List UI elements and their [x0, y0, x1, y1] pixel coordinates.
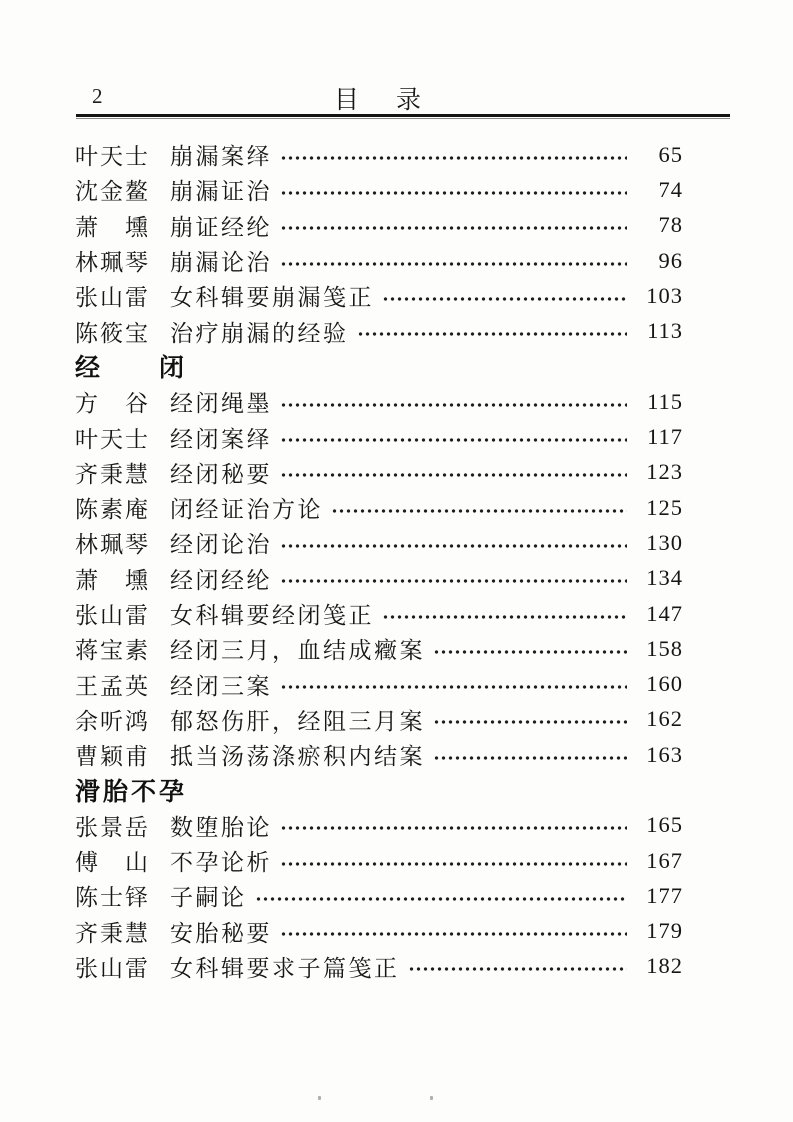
toc-entry-row: [75, 208, 683, 243]
toc-dot-leader: [357, 329, 628, 339]
toc-entry-page-number: 115: [647, 388, 683, 414]
toc-entry-author: 林珮琴: [75, 250, 150, 276]
toc-dot-leader: [382, 612, 627, 622]
toc-dot-leader: [433, 647, 627, 657]
toc-dot-leader: [433, 717, 627, 727]
toc-entry-page-number: 123: [646, 459, 683, 485]
toc-entry-page-number: 113: [647, 318, 683, 344]
toc-entry-author: 傅 山: [75, 850, 150, 876]
toc-entry-author: 张景岳: [75, 814, 150, 840]
toc-entry-page-number: 182: [646, 953, 683, 979]
toc-entry-title: 经闭论治: [170, 532, 272, 558]
toc-entry-row: [75, 949, 683, 984]
toc-entry-row: [75, 243, 683, 278]
toc-entry-title: 崩证经纶: [170, 214, 272, 240]
toc-entry-title: 崩漏案绎: [170, 144, 272, 170]
toc-entry-row: [75, 137, 683, 172]
toc-entry-title: 不孕论析: [170, 850, 272, 876]
toc-dot-leader: [280, 823, 627, 833]
toc-entry-author: 陈素庵: [75, 497, 150, 523]
toc-dot-leader: [280, 576, 627, 586]
page-number: 2: [92, 84, 103, 108]
toc-entry-author: 林珮琴: [75, 532, 150, 558]
toc-entry-title: 经闭案绎: [170, 426, 272, 452]
toc-dot-leader: [280, 929, 627, 939]
toc-entry-title: 女科辑要经闭笺正: [170, 603, 374, 628]
toc-entry-author: 方 谷: [75, 391, 150, 417]
toc-entry-title: 经闭三案: [170, 673, 272, 699]
toc-entry-page-number: 163: [646, 741, 683, 767]
toc-dot-leader: [331, 506, 627, 516]
toc-entry-title: 崩漏论治: [170, 250, 272, 276]
scan-speck: [430, 1096, 433, 1100]
toc-entry-author: 张山雷: [75, 603, 150, 628]
toc-dot-leader: [280, 259, 627, 269]
toc-entry-row: [75, 914, 683, 949]
toc-entry-row: [75, 172, 683, 207]
toc-dot-leader: [382, 294, 627, 304]
toc-entry-title: 抵当汤荡涤瘀积内结案: [170, 744, 425, 770]
toc-entry-page-number: 78: [658, 212, 683, 238]
toc-entry-page-number: 179: [646, 918, 683, 944]
toc-entry-author: 萧 壎: [75, 567, 150, 593]
toc-entry-page-number: 162: [646, 706, 683, 732]
toc-entry-row: [75, 455, 683, 490]
toc-entry-author: 余听鸿: [75, 708, 150, 734]
toc-section-heading: [75, 349, 683, 384]
toc-entry-row: [75, 596, 683, 631]
toc-entry-row: [75, 278, 683, 313]
toc-section-heading: [75, 772, 683, 807]
toc-section-heading-label: 滑胎不孕: [75, 778, 188, 806]
toc-entry-row: [75, 631, 683, 666]
toc-entry-page-number: 165: [646, 812, 683, 838]
toc-entry-row: [75, 561, 683, 596]
toc-entry-title: 崩漏证治: [170, 179, 272, 205]
toc-entry-author: 蒋宝素: [75, 638, 150, 664]
toc-entry-author: 陈筱宝: [75, 320, 150, 346]
toc-entry-title: 经闭经纶: [170, 567, 272, 593]
toc-entry-author: 张山雷: [75, 955, 150, 981]
toc-entry-title: 闭经证治方论: [170, 497, 323, 523]
header-divider-rule: [76, 114, 730, 119]
toc-entry-author: 陈士铎: [75, 885, 150, 911]
toc-entry-row: [75, 490, 683, 525]
toc-entry-row: [75, 843, 683, 878]
toc-section-heading-label: 经 闭: [75, 354, 188, 383]
toc-dot-leader: [280, 859, 627, 869]
toc-entry-author: 曹颖甫: [75, 744, 150, 770]
toc-entry-row: [75, 737, 683, 772]
toc-entry-page-number: 134: [646, 565, 683, 591]
toc-entry-title: 郁怒伤肝，经阻三月案: [170, 708, 425, 734]
toc-entry-author: 张山雷: [75, 285, 150, 311]
toc-entry-title: 女科辑要崩漏笺正: [170, 285, 374, 311]
page-title: 目 录: [334, 87, 428, 114]
toc-entry-page-number: 167: [646, 847, 683, 873]
toc-dot-leader: [280, 188, 627, 198]
toc-entry-title: 子嗣论: [170, 885, 247, 911]
toc-entry-title: 女科辑要求子篇笺正: [170, 955, 400, 981]
toc-entry-row: [75, 878, 683, 913]
toc-dot-leader: [280, 435, 627, 445]
toc-entry-page-number: 117: [647, 424, 683, 450]
toc-entry-page-number: 160: [646, 671, 683, 697]
toc-entry-author: 沈金鳌: [75, 179, 150, 205]
toc-dot-leader: [280, 153, 627, 163]
toc-entry-author: 王孟英: [75, 673, 150, 699]
toc-entry-page-number: 147: [646, 600, 683, 626]
toc-entry-page-number: 74: [658, 176, 683, 202]
toc-entry-page-number: 177: [646, 882, 683, 908]
toc-entry-title: 数堕胎论: [170, 814, 272, 840]
toc-dot-leader: [280, 400, 627, 410]
toc-entry-title: 治疗崩漏的经验: [170, 320, 349, 346]
toc-entry-page-number: 65: [658, 141, 683, 167]
toc-entry-page-number: 130: [646, 529, 683, 555]
toc-entry-page-number: 96: [658, 247, 683, 273]
toc-list: [75, 137, 683, 984]
toc-dot-leader: [255, 894, 628, 904]
toc-entry-author: 齐秉慧: [75, 461, 150, 487]
toc-entry-page-number: 158: [646, 635, 683, 661]
scan-speck: [318, 1096, 321, 1100]
toc-entry-title: 经闭三月，血结成癥案: [170, 638, 425, 664]
toc-entry-row: [75, 666, 683, 701]
toc-entry-author: 齐秉慧: [75, 920, 150, 946]
toc-entry-title: 安胎秘要: [170, 920, 272, 946]
toc-entry-page-number: 103: [646, 282, 683, 308]
toc-entry-author: 萧 壎: [75, 214, 150, 240]
toc-dot-leader: [280, 223, 627, 233]
toc-entry-row: [75, 419, 683, 454]
toc-entry-title: 经闭秘要: [170, 461, 272, 487]
toc-entry-title: 经闭绳墨: [170, 391, 272, 417]
toc-entry-author: 叶天士: [75, 426, 150, 452]
toc-entry-row: [75, 525, 683, 560]
toc-dot-leader: [280, 682, 627, 692]
toc-entry-author: 叶天士: [75, 144, 150, 170]
toc-entry-page-number: 125: [646, 494, 683, 520]
toc-entry-row: [75, 808, 683, 843]
toc-dot-leader: [280, 541, 627, 551]
toc-dot-leader: [433, 753, 627, 763]
toc-dot-leader: [280, 470, 627, 480]
toc-entry-row: [75, 384, 683, 419]
toc-entry-row: [75, 313, 683, 348]
toc-dot-leader: [408, 964, 628, 974]
toc-entry-row: [75, 702, 683, 737]
